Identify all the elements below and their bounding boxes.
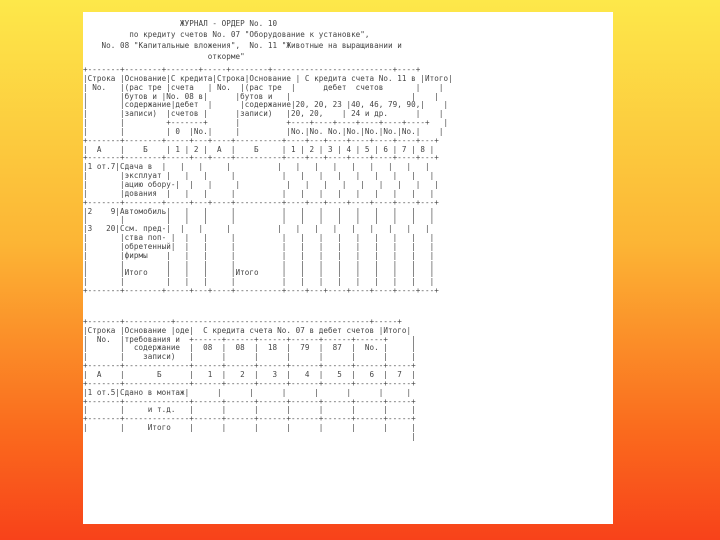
title-line: откорме" bbox=[83, 52, 245, 61]
table-line: | | содержание | 08 | 08 | 18 | 79 | 87 | No. | | bbox=[83, 343, 416, 353]
table-line: | |эксплуат | | | | | | | | | | | | | bbox=[83, 171, 435, 181]
table-line: | |содержание|дебет | |содержание|20, 20, 23 |40, 46, 79, 90,| | bbox=[83, 100, 449, 110]
table-line: | А | Б | 1 | 2 | А | Б | 1 | 2 | 3 | 4 | 5 | 6 | 7 | 8 | bbox=[83, 144, 435, 154]
table-line: +-------+--------------+------+------+------+------+------+------+-----+ bbox=[83, 378, 416, 388]
table-line: +-------+----------+------------------------------------------+-----+ bbox=[83, 316, 402, 326]
table-line: | | | | | | | | | | | | | | | bbox=[83, 215, 435, 225]
title-line: по кредиту счетов No. 07 "Оборудование к установке", bbox=[83, 30, 370, 39]
table-line: | | | 0 |No.| | |No.|No. No.|No.|No.|No.|No.| | bbox=[83, 126, 444, 136]
table-line: +-------+--------------+------+------+------+------+------+------+-----+ bbox=[83, 414, 416, 424]
table-line: +-------+--------------+------+------+------+------+------+------+-----+ bbox=[83, 396, 416, 406]
table-line: +-------+--------+-----+---+----+----------+----+---+----+----+----+----+---+ bbox=[83, 153, 439, 163]
title-line: ЖУРНАЛ - ОРДЕР No. 10 bbox=[83, 19, 278, 28]
table-line: | |записи) |счетов | |записи) |20, 20, | 24 и др. | | bbox=[83, 109, 444, 119]
journal-order-document bbox=[83, 12, 613, 442]
table-line: | | +-------+ | +----+----+----+----+----+----+ | bbox=[83, 118, 449, 128]
main-ledger-table bbox=[83, 66, 613, 296]
title-line: No. 08 "Капитальные вложения", No. 11 "Животные на выращивании и bbox=[83, 41, 402, 50]
table-line: | |дования | | | | | | | | | | | | | bbox=[83, 188, 435, 198]
table-line: | | записи) | | | | | | | | bbox=[83, 352, 416, 362]
table-line: | | | | | | | | | | | | | | | bbox=[83, 259, 435, 269]
table-line: +-------+--------+-------+-----+--------+--------------------------+----+ bbox=[83, 65, 421, 74]
table-line: +-------+--------------+------+------+------+------+------+------+-----+ bbox=[83, 361, 416, 371]
table-line: +-------+--------+-----+---+----+----------+----+---+----+----+----+----+---+ bbox=[83, 135, 439, 145]
table-line: |1 от.7|Сдача в | | | | | | | | | | | | | bbox=[83, 162, 430, 172]
table-line: | |ацию обору-| | | | | | | | | | | | | bbox=[83, 179, 439, 189]
table-line: | |бутов и |No. 08 в| |бутов и | | | bbox=[83, 91, 439, 101]
table-line: +-------+--------+-----+---+----+----------+----+---+----+----+----+----+---+ bbox=[83, 286, 439, 296]
table-line: |Строка |Основание |оде| С кредита счета No. 07 в дебет счетов |Итого| bbox=[83, 325, 412, 335]
table-line: | | и т.д. | | | | | | | | bbox=[83, 405, 416, 415]
table-line: |1 от.5|Сдано в монтаж| | | | | | | | bbox=[83, 387, 412, 397]
table-line: | |обретенный| | | | | | | | | | | | | bbox=[83, 241, 435, 251]
table-line: | |ства поп- | | | | | | | | | | | | | bbox=[83, 233, 435, 243]
table-line: | No. |требования и +------+------+------+------+------+------+ | bbox=[83, 334, 416, 344]
journal-title bbox=[83, 12, 613, 62]
equipment-ledger-table bbox=[83, 318, 613, 442]
table-line: +-------+--------+-----+---+----+----------+----+---+----+----+----+----+---+ bbox=[83, 197, 439, 207]
table-line: | А | Б | 1 | 2 | 3 | 4 | 5 | 6 | 7 | bbox=[83, 370, 416, 379]
table-line: | No. |(рас тре |счета | No. |(рас тре | дебет счетов | | bbox=[83, 82, 444, 92]
table-line: |Строка |Основание|С кредита|Строка|Основание | С кредита счета No. 11 в |Итого| bbox=[83, 73, 453, 83]
table-line: | | | | | | | | | | | | | | | bbox=[83, 277, 435, 287]
table-line: | |фирмы | | | | | | | | | | | | | bbox=[83, 250, 435, 260]
table-line: | bbox=[83, 431, 416, 441]
table-line: | |Итого | | | |Итого | | | | | | | | | bbox=[83, 268, 435, 278]
table-line: |3 20|Ссм. пред-| | | | | | | | | | | | | bbox=[83, 224, 430, 234]
document-page bbox=[83, 12, 613, 524]
table-line: | | Итого | | | | | | | | bbox=[83, 423, 416, 433]
table-line: |2 9|Автомобиль| | | | | | | | | | | | | bbox=[83, 206, 435, 216]
